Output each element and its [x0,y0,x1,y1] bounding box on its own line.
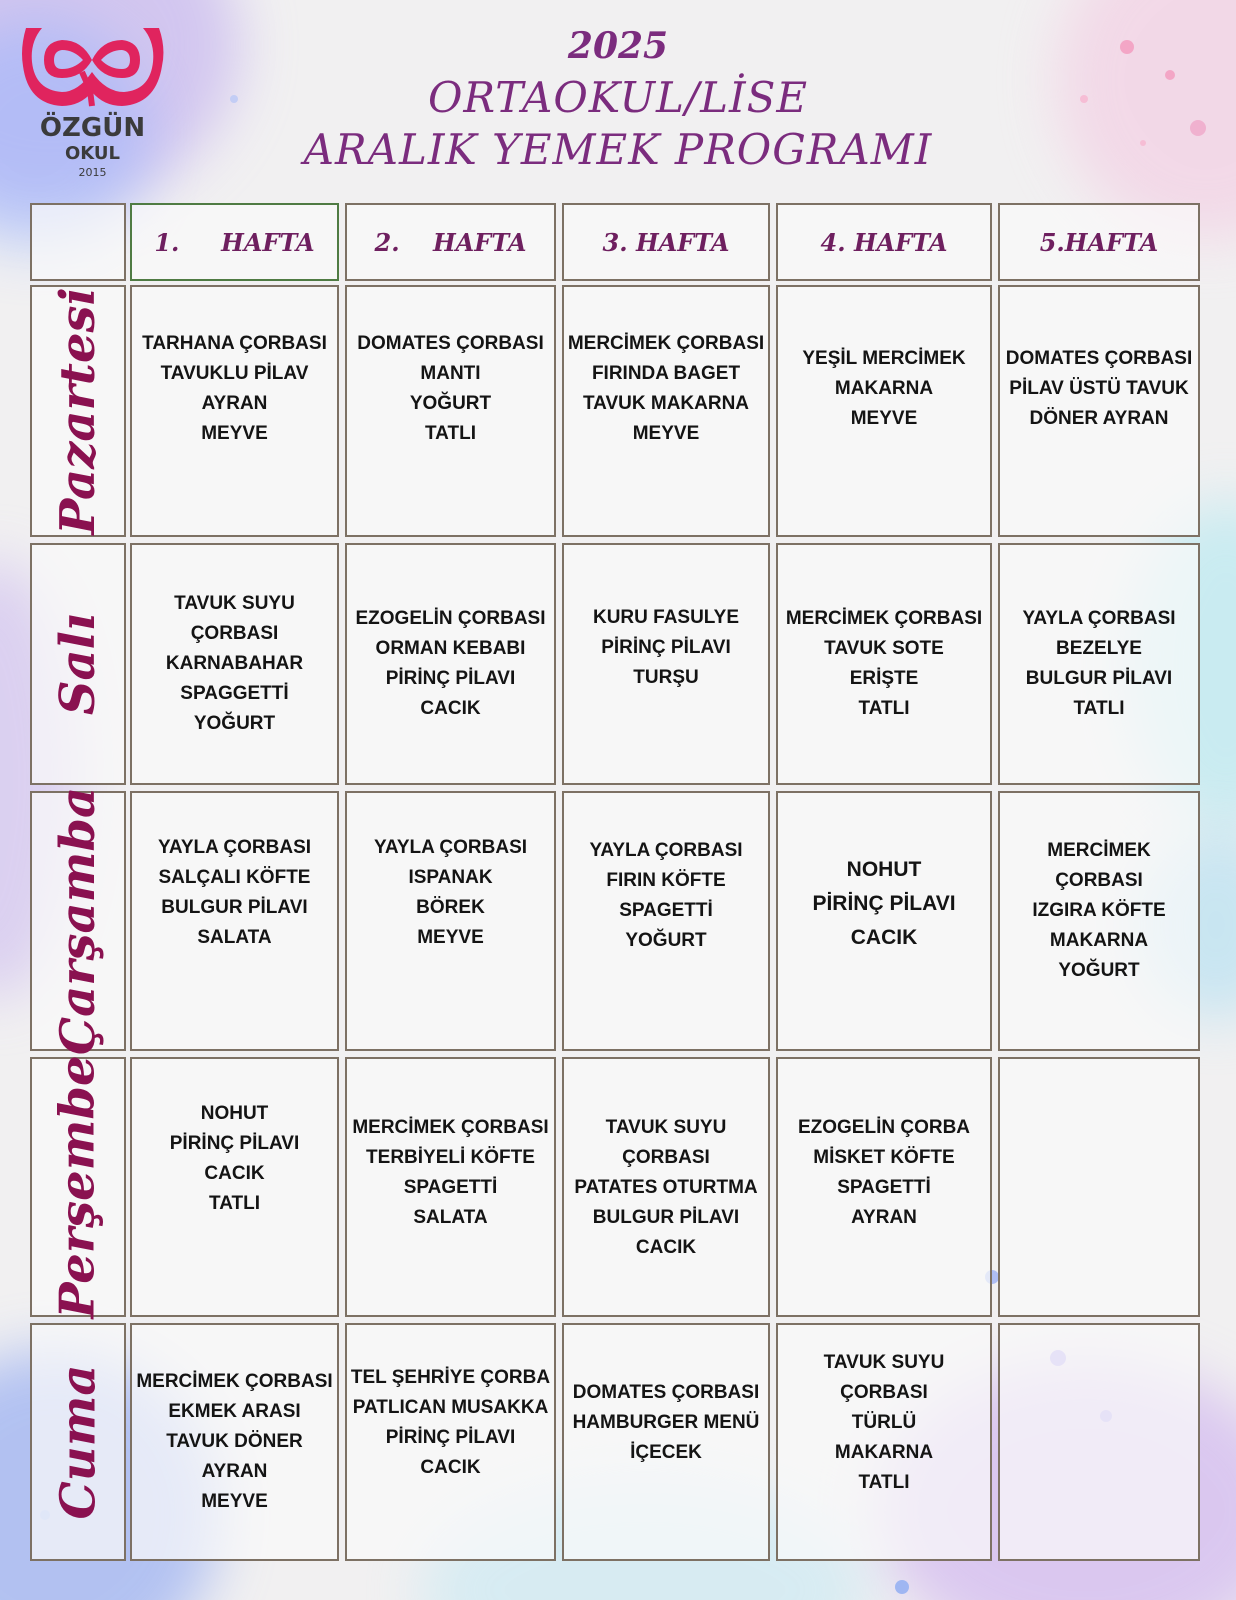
page-title [0,20,1236,176]
meal-item: MAKARNA [1049,930,1149,951]
meal-item: TAVUKLU PİLAV [160,363,309,384]
meal-item: SALÇALI KÖFTE [158,867,311,888]
meal-item: HAMBURGER MENÜ [572,1412,760,1433]
logo-name: ÖZGÜN [39,113,146,143]
meal-cell [776,543,992,785]
meal-item: ORMAN KEBABI [375,638,526,659]
meal-item: BÖREK [416,897,485,918]
meal-cell [345,543,556,785]
meal-cell [998,791,1200,1051]
title-line-2: ARALIK YEMEK PROGRAMI [303,125,933,174]
day-cell-tuesday [30,543,126,785]
meal-item: CACIK [420,1457,481,1478]
meal-item: YAYLA ÇORBASI [157,837,312,858]
meal-cell [345,285,556,537]
meal-item: TATLI [209,1193,260,1214]
meal-item: PİLAV ÜSTÜ TAVUK [1009,378,1189,399]
meal-item: KARNABAHAR [165,653,304,674]
meal-item: ÇORBASI [840,1382,928,1403]
meal-item: TURŞU [633,667,699,688]
day-label: Salı [50,612,107,716]
meal-item: AYRAN [851,1207,917,1228]
meal-item: KURU FASULYE [592,607,740,628]
meal-item: PİRİNÇ PİLAVI [385,668,516,689]
day-cell-friday [30,1323,126,1561]
day-cell-monday [30,285,126,537]
meal-item: ÇORBASI [190,623,279,644]
meal-item: EZOGELİN ÇORBA [797,1117,971,1138]
meal-item: BULGUR PİLAVI [161,897,308,918]
meal-item: MERCİMEK [1047,840,1151,861]
meal-item: YOĞURT [193,713,276,734]
meal-item: TAVUK MAKARNA [582,393,750,414]
meal-cell [562,791,770,1051]
meal-item: YAYLA ÇORBASI [589,840,743,861]
meal-item: MERCİMEK ÇORBASI [352,1117,549,1138]
meal-item: TATLI [1073,698,1125,719]
week-header-2: 2. HAFTA [345,203,556,281]
meal-item: ÇORBASI [622,1147,710,1168]
meal-item: DOMATES ÇORBASI [572,1382,760,1403]
meal-cell [345,1323,556,1561]
meal-item: DÖNER AYRAN [1029,408,1169,429]
meal-item: PİRİNÇ PİLAVI [169,1133,300,1154]
meal-item: AYRAN [201,393,268,414]
meal-item: YOĞURT [409,393,492,414]
meal-cell [562,285,770,537]
meal-item: TAVUK SUYU [823,1352,945,1373]
title-year: 2025 [567,25,669,67]
day-label: Perşembe [50,1055,106,1319]
meal-item: MERCİMEK ÇORBASI [136,1371,333,1392]
meal-item: YEŞİL MERCİMEK [802,348,966,369]
meal-item: YAYLA ÇORBASI [1022,608,1176,629]
meal-item: TAVUK SUYU [174,593,295,614]
week-header-4: 4. HAFTA [776,203,992,281]
meal-item: ÇORBASI [1055,870,1143,891]
meal-cell-empty [998,1323,1200,1561]
meal-item: TATLI [424,423,476,444]
meal-item: MEYVE [850,408,918,429]
meal-item: MİSKET KÖFTE [813,1147,955,1168]
meal-item: TEL ŞEHRİYE ÇORBA [350,1367,551,1388]
meal-item: BEZELYE [1056,638,1142,659]
meal-cell [130,1323,339,1561]
meal-cell [562,543,770,785]
meal-cell [776,1057,992,1317]
meal-item: TARHANA ÇORBASI [142,333,327,354]
meal-item: ISPANAK [408,867,493,888]
meal-item: MAKARNA [834,1442,934,1463]
meal-cell [345,791,556,1051]
meal-cell-empty [998,1057,1200,1317]
corner-cell [30,203,126,281]
meal-item: BULGUR PİLAVI [1025,668,1173,689]
meal-item: BULGUR PİLAVI [592,1207,740,1228]
meal-item: TATLI [858,1472,910,1493]
meal-item: PİRİNÇ PİLAVI [812,892,956,915]
day-cell-wednesday [30,786,126,1056]
meal-item: ERİŞTE [849,668,919,689]
logo-subtitle: OKUL [64,143,121,164]
meal-item: İÇECEK [630,1442,702,1463]
meal-item: FIRIN KÖFTE [606,870,726,891]
meal-item: EKMEK ARASI [168,1401,301,1422]
meal-item: MEYVE [632,423,700,444]
meal-item: SPAGETTİ [403,1177,498,1198]
meal-cell [562,1323,770,1561]
meal-item: MERCİMEK ÇORBASI [567,333,765,354]
meal-cell [562,1057,770,1317]
meal-item: YAYLA ÇORBASI [373,837,528,858]
meal-item: NOHUT [200,1103,269,1124]
meal-item: CACIK [204,1163,265,1184]
meal-cell [998,543,1200,785]
meal-item: SALATA [197,927,272,948]
meal-item: YOĞURT [625,930,707,951]
meal-item: FIRINDA BAGET [591,363,741,384]
meal-item: DOMATES ÇORBASI [357,333,544,354]
meal-item: TATLI [858,698,910,719]
meal-cell [345,1057,556,1317]
meal-item: DOMATES ÇORBASI [1005,348,1193,369]
week-header-5: 5.HAFTA [998,203,1200,281]
meal-item: TAVUK DÖNER [166,1431,303,1452]
meal-item: MEYVE [417,927,484,948]
meal-cell [776,1323,992,1561]
meal-cell [776,791,992,1051]
week-header-1: 1. HAFTA [130,203,339,281]
meal-item: TAVUK SOTE [824,638,944,659]
logo-year: 2015 [78,166,107,179]
meal-item: PİRİNÇ PİLAVI [601,637,731,658]
meal-cell [130,791,339,1051]
meal-item: YOĞURT [1058,960,1140,981]
meal-item: CACIK [635,1237,697,1258]
meal-item: CACIK [420,698,481,719]
meal-item: PATATES OTURTMA [574,1177,758,1198]
meal-item: MEYVE [201,423,268,444]
day-cell-thursday [30,1057,126,1317]
meal-item: SALATA [413,1207,488,1228]
meal-cell [998,285,1200,537]
meal-item: AYRAN [201,1461,268,1482]
meal-item: PATLICAN MUSAKKA [352,1397,549,1418]
day-label: Pazartesi [50,287,106,535]
meal-item: MAKARNA [834,378,934,399]
week-header-3: 3. HAFTA [562,203,770,281]
meal-item: NOHUT [846,858,922,881]
meal-item: MERCİMEK ÇORBASI [785,608,983,629]
meal-cell [130,285,339,537]
meal-item: SPAGGETTİ [180,683,289,704]
meal-item: TÜRLÜ [851,1412,917,1433]
meal-item: MEYVE [201,1491,268,1512]
meal-cell [776,285,992,537]
meal-item: SPAGETTİ [619,900,713,921]
meal-item: IZGIRA KÖFTE [1032,900,1166,921]
meal-item: TERBİYELİ KÖFTE [366,1147,535,1168]
day-label: Çarşamba [50,786,107,1056]
day-label: Cuma [50,1364,106,1520]
meal-item: PİRİNÇ PİLAVI [385,1427,516,1448]
meal-item: SPAGETTİ [837,1177,931,1198]
meal-cell [130,543,339,785]
meal-item: TAVUK SUYU [605,1117,727,1138]
meal-item: MANTI [420,363,481,384]
meal-item: CACIK [850,926,918,949]
meal-cell [130,1057,339,1317]
title-line-1: ORTAOKUL/LİSE [427,73,809,122]
meal-item: EZOGELİN ÇORBASI [355,608,546,629]
